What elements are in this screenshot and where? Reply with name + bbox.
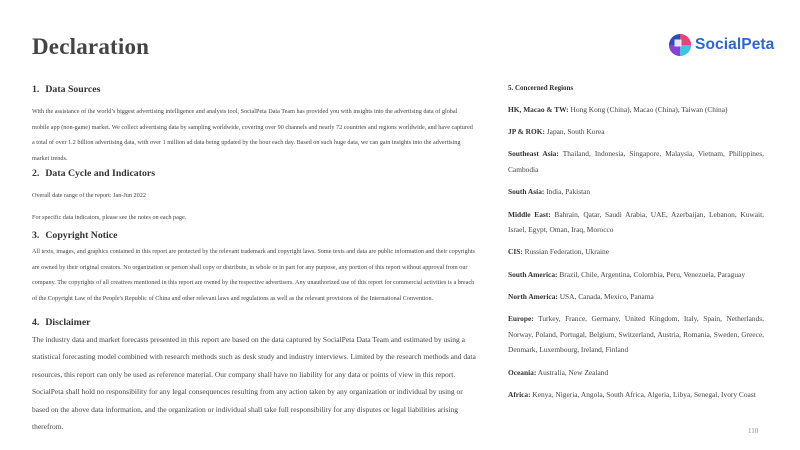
brand-logo (668, 33, 774, 57)
region-value: Bahrain, Qatar, Saudi Arabia, UAE, Azerbaijan, Lebanon, Kuwait, Israel, Egypt, Oman, Iraq, Morocco (508, 209, 764, 235)
region-item (508, 365, 764, 381)
region-item (508, 387, 764, 403)
section-heading (32, 317, 476, 328)
region-label: Oceania: (508, 367, 537, 377)
section-paragraph: Overall date range of the report: Jan-Jun 2022 (32, 192, 146, 199)
section-data-sources (32, 84, 476, 168)
section-number: 3. (32, 230, 40, 241)
section-heading (32, 230, 476, 241)
region-item (508, 184, 764, 200)
region-label: CIS: (508, 247, 523, 257)
section-paragraph: With the assistance of the world’s biggest advertising intelligence and analysis tool, SocialPeta Data Team has provided you with insights into the advertising data of global mobile app (non-game) market. We collect advertising data by sampling worldwide, covering over 90 channels and nearly 72 countries and regions worldwide, and have captured a total of over 1.2 billion advertising data, with over 1 million ad data being updated by the hour each day. Based on such huge data, we can gain insights into the advertising market trends. (32, 108, 473, 162)
region-label: Southeast Asia: (508, 149, 559, 159)
section-paragraph: The industry data and market forecasts presented in this report are based on the data captured by SocialPeta Data Team and estimated by using a statistical forecasting model combined with research methods such as desk study and industry interviews. Limited by the research methods and data resources, this report can only be used as reference material. Our company shall have no liability for any data or points of view in this report. SocialPeta shall hold no responsibility for any legal consequences resulting from any action taken by any organization or individual by using or based on the above data information, and the organization or individual shall take full responsibility for any disputes or legal liabilities arising therefrom. (32, 335, 476, 432)
section-disclaimer (32, 317, 476, 435)
socialpeta-logo-icon (668, 33, 692, 57)
section-number: 2. (32, 168, 40, 179)
region-item (508, 124, 764, 140)
region-item (508, 267, 764, 283)
region-value: Russian Federation, Ukraine (522, 247, 610, 257)
region-value: Australia, New Zealand (536, 367, 609, 377)
section-number: 4. (32, 317, 40, 328)
region-label: Europe: (508, 314, 534, 324)
section-number: 1. (32, 84, 40, 95)
region-item (508, 102, 764, 118)
section-heading-text: Data Cycle and Indicators (45, 168, 156, 179)
region-value: Japan, South Korea (544, 127, 605, 137)
regions-heading: 5. Concerned Regions (508, 84, 574, 92)
region-item (508, 146, 764, 177)
region-label: South America: (508, 269, 558, 279)
section-data-cycle (32, 168, 476, 230)
region-value: Thailand, Indonesia, Singapore, Malaysia, Vietnam, Philippines, Cambodia (508, 149, 764, 175)
region-label: Africa: (508, 389, 531, 399)
region-label: North America: (508, 291, 558, 301)
region-value: USA, Canada, Mexico, Panama (557, 291, 654, 301)
section-heading (32, 168, 476, 179)
region-value: Turkey, France, Germany, United Kingdom, Italy, Spain, Netherlands, Norway, Poland, Portugal, Belgium, Switzerland, Austria, Romania, Sweden, Greece, Denmark, Luxembourg, Ireland, Finland (508, 314, 764, 355)
region-label: Middle East: (508, 209, 551, 219)
section-copyright (32, 230, 476, 317)
region-label: JP & ROK: (508, 127, 545, 137)
section-heading-text: Disclaimer (45, 317, 91, 328)
region-value: Brazil, Chile, Argentina, Colombia, Peru, Venezuela, Paraguay (557, 269, 746, 279)
region-label: South Asia: (508, 187, 545, 197)
region-item (508, 311, 764, 358)
page-number: 110 (748, 427, 759, 435)
region-value: Hong Kong (China), Macao (China), Taiwan (China) (568, 105, 728, 114)
section-heading (32, 84, 476, 95)
section-paragraph: For specific data indicators, please see the notes on each page. (32, 213, 187, 221)
region-item (508, 289, 764, 305)
section-paragraph: All texts, images, and graphics contained in this report are protected by the relevant trademark and copyright laws. Some texts and data are public information and their copyrights are owned by their original creators. No organization or person shall copy or distribute, in whole or in part for any purpose, any portion of this report without approval from our company. The copyrights of all creatives mentioned in this report are owned by the respective advertisers. Any unauthorized use of this report for commercial activities is a breach of the Copyright Law of the People's Republic of China and other relevant laws and regulations as well as the relevant provisions of the International Convention. (32, 248, 475, 302)
region-label: HK, Macao & TW: (508, 105, 569, 114)
page-title: Declaration (32, 34, 150, 59)
brand-logo-text: SocialPeta (695, 36, 775, 53)
section-heading-text: Copyright Notice (45, 230, 118, 241)
region-item (508, 207, 764, 238)
region-item (508, 244, 764, 260)
right-column (508, 84, 764, 409)
left-column (32, 84, 476, 435)
section-heading-text: Data Sources (45, 84, 101, 95)
region-value: Kenya, Nigeria, Angola, South Africa, Algeria, Libya, Senegal, Ivory Coast (530, 389, 756, 399)
region-value: India, Pakistan (544, 187, 591, 197)
